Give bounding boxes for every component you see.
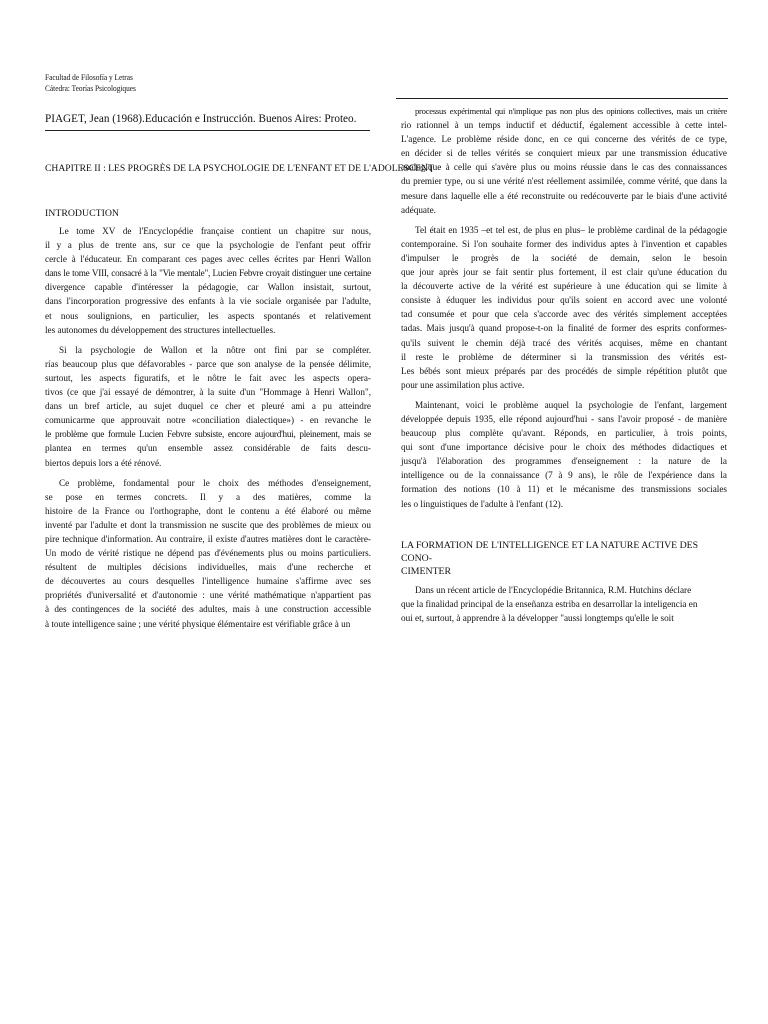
- section-heading-line: LA FORMATION DE L'INTELLIGENCE ET LA NATURE ACTIVE DES CONO-: [401, 539, 699, 564]
- text-line: cercle à l'éducateur. En comparant ces pages avec celles écrites par Henri Wallon: [45, 254, 371, 265]
- text-line: mesure dans laquelle elle a été reconstruite ou redécouverte par le biais d'une activité: [401, 190, 727, 201]
- text-line: et nous soulignions, en particulier, les aspects spontanés et relativement: [45, 310, 371, 321]
- right-paragraph: [401, 104, 727, 217]
- text-line: à toute intelligence saine ; une vérité physique élémentaire est vérifiable grâce à un: [45, 618, 351, 629]
- text-line: développée depuis 1935, elle répond aujourd'hui - sans l'avoir proposé - de manière: [401, 413, 727, 424]
- right-column: [401, 104, 727, 631]
- text-line: intelligence ou de la connaissance (7 à 9 ans), le rôle de l'expérience dans la: [401, 470, 727, 481]
- text-line: Tel était en 1935 –et tel est, de plus en plus– le problème cardinal de la pédagogie: [415, 224, 727, 235]
- left-paragraph: [45, 343, 371, 470]
- text-line: adéquate.: [401, 204, 436, 215]
- text-line: à des contingences de la société des adultes, mais à une construction accessible: [45, 604, 371, 615]
- text-line: beaucoup plus complète qu'avant. Réponds, en particulier, à trois points,: [401, 428, 727, 439]
- section-heading: [401, 539, 727, 578]
- text-line: qui sont d'une importance décisive pour le choix des méthodes didactiques et: [401, 442, 727, 453]
- text-line: du premier type, ou si une vérité n'est réellement assimilée, comme vérité, que dans la: [401, 176, 727, 187]
- text-line: pire technique d'information. Au contraire, il existe d'autres matières dont le caractère-: [45, 533, 371, 544]
- faculty-line: Facultad de Filosofía y Letras: [45, 73, 133, 82]
- section-heading-line: CIMENTER: [401, 565, 452, 577]
- bibliographic-reference: PIAGET, Jean (1968).Educación e Instrucción. Buenos Aires: Proteo.: [45, 112, 370, 131]
- text-line: processus expérimental qui n'implique pas non plus des opinions collectives, mais un critère: [415, 106, 727, 116]
- text-line: dans le tome VIII, consacré à la "Vie mentale", Lucien Febvre croyait distinguer une certaine: [45, 268, 371, 279]
- text-line: histoire de la France ou l'orthographe, dont le contenu a été élaboré ou même: [45, 505, 371, 516]
- left-paragraph: [45, 476, 371, 631]
- institution-header: [45, 72, 136, 94]
- final-paragraph: [401, 583, 727, 625]
- text-line: propriétés d'universalité et d'autonomie : une vérité mathématique n'appartient pas: [45, 590, 371, 601]
- text-line: Si la psychologie de Wallon et la nôtre ont fini par se compléter.: [59, 344, 371, 355]
- department-line: Cátedra: Teorías Psicologiques: [45, 84, 136, 93]
- text-line: il y a plus de trente ans, sur ce que la psychologie de l'enfant peut offrir: [45, 240, 371, 251]
- text-line: jusqu'à l'élaboration des programmes d'enseignement : la nature de la: [401, 456, 727, 467]
- text-line: oui et, surtout, à apprendre à la développer "aussi longtemps qu'elle le soit: [401, 612, 674, 623]
- text-line: rías beaucoup plus que défavorables - parce que son analyse de la pensée délimite,: [45, 358, 371, 369]
- text-line: tivos (ce que j'ai essayé de démontrer, à la suite d'un "Hommage à Henri Wallon",: [45, 387, 371, 398]
- text-line: tadas. Mais jusqu'à quand propose-t-on la finalité de former des esprits conformes-: [401, 323, 727, 334]
- right-paragraphs: [401, 104, 727, 511]
- text-line: Le tome XV de l'Encyclopédie française contient un chapitre sur nous,: [59, 226, 371, 236]
- text-line: divergence capable d'intéresser la pédagogie, car Wallon insistait, surtout,: [45, 282, 371, 293]
- text-line: tad consumée et pour que cela s'accorde avec des vérités simplement acceptées: [401, 309, 727, 320]
- introduction-heading: INTRODUCTION: [45, 208, 120, 219]
- text-line: biertos depuis lors a été rénové.: [45, 457, 162, 468]
- text-line: en décider si de telles vérités se conquiert mieux par une transmission éducative: [401, 148, 727, 159]
- left-column: [45, 112, 371, 131]
- text-line: le problème que formule Lucien Febvre subsiste, encore aujourd'hui, pleinement, mais se: [45, 429, 371, 440]
- text-line: que jour après jour se fait sentir plus fortement, il est clair qu'une éducation du: [401, 267, 727, 278]
- text-line: contemporaine. Si l'on souhaite former des individus aptes à l'invention et capables: [401, 238, 727, 249]
- text-line: les o linguistiques de l'adulte à l'enfant (12).: [401, 498, 564, 509]
- text-line: consiste à éduquer les individus pour qu'ils soient en accord avec une volonté: [401, 295, 727, 306]
- text-line: comunicarme que approuvait notre «conciliation dialectique») - en revanche le: [45, 415, 371, 426]
- text-line: formation des notions (10 à 11) et le mécanisme des transmissions sociales: [401, 484, 727, 495]
- right-column-rule: [396, 98, 728, 99]
- text-line: dans un bref article, au sujet duquel ce cher et pleuré ami a pu atteindre: [45, 401, 371, 412]
- chapter-title: CHAPITRE II : LES PROGRÈS DE LA PSYCHOLOGIE DE L'ENFANT ET DE L'ADOLESCENT: [45, 163, 434, 174]
- text-line: inventé par l'adulte et dont la transmission ne suscite que des problèmes de mieux ou: [45, 519, 371, 530]
- text-line: se pose en termes concrets. Il y a des matières, comme la: [45, 491, 371, 502]
- text-line: les autonomes du développement des structures intellectuelles.: [45, 324, 276, 335]
- text-line: Maintenant, voici le problème auquel la psychologie de l'enfant, largement: [415, 399, 727, 410]
- text-line: surtout, les aspects figuratifs, et le nôtre le fait avec les aspects opera-: [45, 372, 371, 383]
- text-line: pour une assimilation plus active.: [401, 379, 525, 390]
- text-line: résultent de multiples décisions individuelles, mais d'une recherche et: [45, 562, 371, 573]
- left-column-body: [45, 207, 371, 637]
- text-line: dans l'incorporation progressive des enfants à la vie sociale organisée par l'adulte,: [45, 296, 371, 307]
- text-line: analogique à celle qui s'avère plus ou moins réussie dans le cas des connaissances: [401, 162, 727, 173]
- text-line: Un modo de vérité ristique ne dépend pas d'événements plus ou moins particuliers.: [45, 548, 371, 559]
- text-line: Les bébés sont mieux préparés par des procédés de simple répétition plutôt que: [401, 365, 727, 376]
- right-paragraph: [401, 398, 727, 511]
- text-line: de découvertes au cours desquelles l'intelligence humaine s'affirme avec ses: [45, 576, 371, 587]
- text-line: la découverte active de la vérité est supérieure à une éducation qui se limite à: [401, 281, 727, 292]
- text-line: rio rationnel à un temps inductif et déductif, également accessible à cette intel-: [401, 120, 727, 131]
- text-line: d'impulser le progrès de la société de demain, selon le besoin: [401, 252, 727, 263]
- text-line: Ce problème, fondamental pour le choix des méthodes d'enseignement,: [59, 477, 371, 488]
- text-line: Dans un récent article de l'Encyclopédie Britannica, R.M. Hutchins déclare: [415, 584, 692, 595]
- text-line: que la finalidad principal de la enseñanza estriba en desarrollar la inteligencia en: [401, 598, 698, 609]
- text-line: qu'ils suivent le chemin déjà tracé des vérités acquises, même en chantant: [401, 337, 727, 348]
- right-paragraph: [401, 223, 727, 392]
- left-paragraph: [45, 224, 371, 337]
- text-line: plantea en termes qu'un ensemble assez considérable de faits descu-: [45, 443, 371, 454]
- left-paragraphs: [45, 224, 371, 631]
- text-line: il reste le problème de déterminer si la transmission des vérités est-: [401, 351, 727, 362]
- text-line: L'agence. Le problème réside donc, en ce qui concerne des vérités de ce type,: [401, 134, 727, 145]
